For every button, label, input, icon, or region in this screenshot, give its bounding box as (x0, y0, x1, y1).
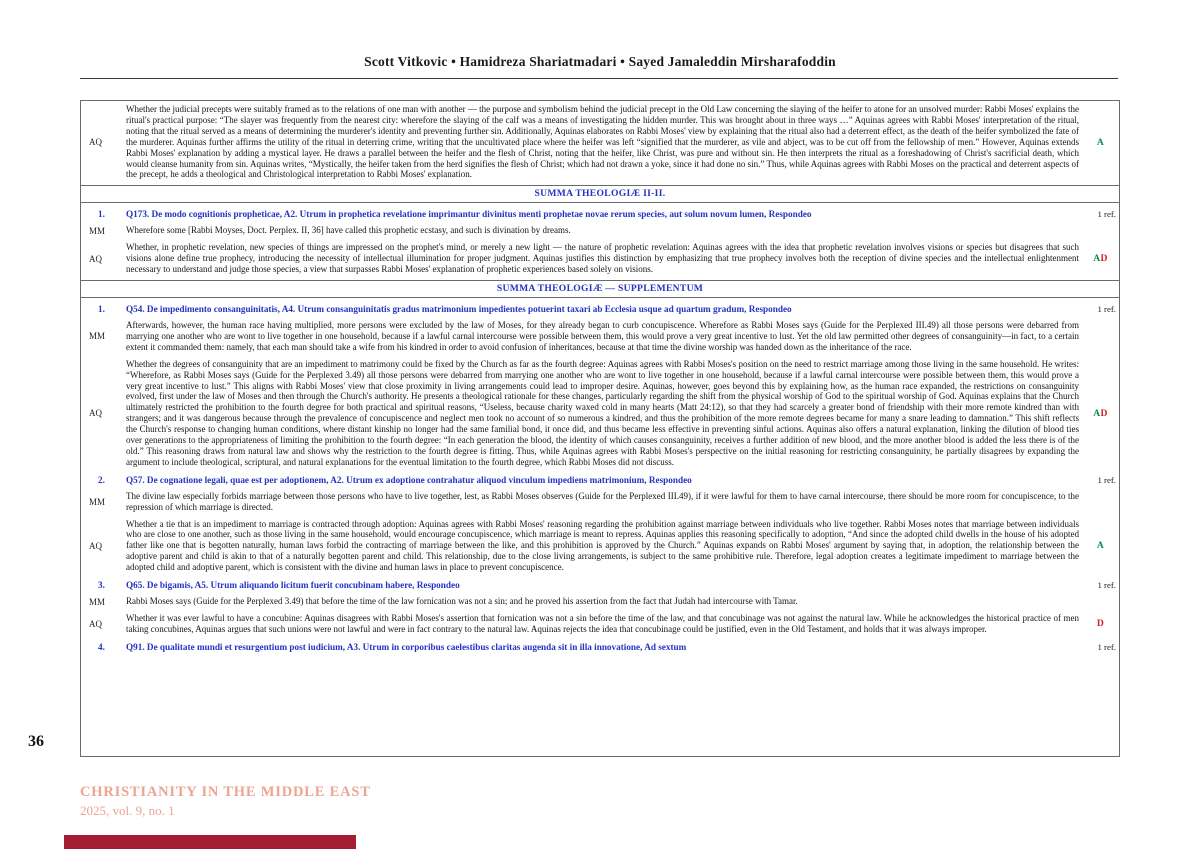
question-number: 4. (98, 641, 105, 652)
question-number: 3. (98, 580, 105, 591)
question-title: Q54. De impedimento consanguinitatis, A4. Utrum consanguinitatis gradus matrimonium impedientes potuerint taxari ab Ecclesia usque ad quartum gradum, Respondeo (126, 303, 792, 314)
mm-commentary-row (81, 593, 1119, 610)
question-number: 2. (98, 474, 105, 485)
source-label: MM (89, 496, 106, 507)
disagreement-mark: D (1100, 253, 1108, 265)
commentary-text: Whether it was ever lawful to have a concubine: Aquinas disagrees with Rabbi Moses's assertion that fornication was not a sin before the time of the law, and that concubinage was not against the natural law. While he acknowledges the historical practice of men taking concubines, Aquinas argues that such unions were not lawful and were in fact contrary to the natural law. Aquinas rejects the idea that concubinage could be justified, even in the Old Testament, and holds that it was always improper. (126, 613, 1079, 634)
question-title: Q65. De bigamis, A5. Utrum aliquando licitum fuerit concubinam habere, Respondeo (126, 580, 460, 591)
question-row (81, 576, 1119, 593)
source-label: MM (89, 596, 106, 607)
source-label: MM (89, 225, 106, 236)
journal-title: CHRISTIANITY IN THE MIDDLE EAST (80, 784, 371, 800)
source-label: AQ (89, 618, 102, 629)
question-row (81, 638, 1119, 655)
mm-commentary-row (81, 488, 1119, 516)
question-number: 1. (98, 209, 105, 220)
source-label: AQ (89, 253, 102, 264)
footer-accent-bar (64, 835, 356, 849)
reference-count: 1 ref. (1097, 641, 1116, 652)
header-rule (80, 78, 1118, 79)
disagreement-mark: D (1096, 618, 1105, 630)
agreement-mark: A (1093, 253, 1101, 265)
source-label: AQ (89, 137, 102, 148)
agreement-mark: A (1096, 540, 1105, 552)
question-number: 1. (98, 303, 105, 314)
question-title: Q57. De cognatione legali, quae est per adoptionem, A2. Utrum ex adoptione contrahatur aliquod vinculum impediens matrimonium, Respondeo (126, 474, 692, 485)
marks-cell (1082, 137, 1119, 148)
question-row (81, 300, 1119, 317)
aq-commentary-row (81, 356, 1119, 471)
marks-cell (1082, 253, 1119, 264)
reference-count: 1 ref. (1097, 209, 1116, 220)
marks-cell (1082, 408, 1119, 419)
aq-commentary-row (81, 610, 1119, 638)
commentary-text: Rabbi Moses says (Guide for the Perplexed 3.49) that before the time of the law fornication was not a sin; and he proved his assertion from the fact that Judah had intercourse with Tamar. (126, 596, 798, 607)
aq-commentary-row (81, 516, 1119, 577)
marks-cell (1082, 618, 1119, 629)
reference-count: 1 ref. (1097, 474, 1116, 485)
question-title: Q173. De modo cognitionis propheticae, A2. Utrum in prophetica revelatione imprimantur divinitus menti prophetae novae rerum species, aut solum novum lumen, Respondeo (126, 209, 812, 220)
commentary-text: Whether the judicial precepts were suitably framed as to the relations of one man with another — the purpose and symbolism behind the judicial precept in the Old Law concerning the slaying of the heifer to atone for an unsolved murder: Rabbi Moses' explains the ritual's practical purpose: “The slayer was frequently from the nearest city: wherefore the slaying of the calf was a means of investigating the hidden murder. This was brought about in three ways …” Aquinas agrees with Rabbi Moses' interpretation of the ritual, noting that the ritual served as a means of determining the murderer's identity and preventing further sin. Additionally, Aquinas elaborates on Rabbi Moses' view by explaining that the ritual also had a deterrent effect, as the death of the heifer symbolized the fate of the murderer. Aquinas further affirms the utility of the ritual in deterring crime, writing that the uncultivated place where the heifer was left “signified that the murderer, as vile and abject, was to be cut off from the fellowship of men.” However, Aquinas extends Rabbi Moses' explanation by adding a mystical layer. He draws a parallel between the heifer and the flesh of Christ, noting that the heifer, like Christ, was pure and without sin. He then interprets the ritual as a foreshadowing of Christ's sacrificial death, which would cleanse humanity from sin. Aquinas writes, “Mystically, the heifer taken from the herd signifies the flesh of Christ; which had not drawn a yoke, since it had done no sin.” Thus, while Aquinas agrees with Rabbi Moses on the practical and deterrent aspects of the precept, he adds a theological and Christological interpretation to Rabbi Moses' explanation. (126, 104, 1079, 180)
page-number: 36 (28, 733, 44, 750)
commentary-text: Whether the degrees of consanguinity that are an impediment to matrimony could be fixed by the Church as far as the fourth degree: Aquinas agrees with Rabbi Moses's position on the need to restrict marriage among those living in the same household. He writes: “Wherefore, as Rabbi Moses says (Guide for the Perplexed 3.49) all those persons were debarred from marrying one another who are wont to live together in one household, because if a lawful carnal intercourse were possible between them, this would prove a very great incentive to lust.” This aligns with Rabbi Moses' view that close proximity in living arrangements could lead to improper desire. Aquinas, however, goes beyond this by explaining how, as the human race expanded, the restrictions on consanguinity evolved, first under the law of Moses and then through the Church's authority. He presents a theological rationale for these changes, particularly regarding the shift from the physical worship of God to the spiritual worship of God. Aquinas explains that the Church ultimately restricted the prohibition to the fourth degree for both practical and spiritual reasons, “Useless, because charity waxed cold in many hearts (Matt 24:12), so that they had scarcely a greater bond of friendship with their more remote kindred than with strangers; and it was dangerous because through the prevalence of concupiscence and neglect men took no account of so numerous a kindred, and thus the prohibition of the more remote degrees became for many a snare leading to damnation.” This shift reflects the Church's response to changing human conditions, where distant kinship no longer had the same familial bond, it once did, and thus became less effective in preventing sinful actions. Aquinas also offers a natural explanation, linking the dilution of blood ties over generations to the appropriateness of limiting the prohibition to the fourth degree: “In each generation the blood, the identity of which causes consanguinity, receives a further addition of new blood, and the more another blood is added the less there is of the old.” This reasoning draws from natural law and shows why the restriction to the fourth degree is fitting. Thus, while Aquinas agrees with Rabbi Moses's perspective on the initial reasoning for restricting consanguinity, he partially disagrees by expanding the argument to include theological, scriptural, and natural explanations for the eventual limitation to the fourth degree, which Rabbi Moses did not discuss. (126, 358, 1079, 467)
disagreement-mark: D (1100, 407, 1108, 419)
commentary-text: Afterwards, however, the human race having multiplied, more persons were excluded by the law of Moses, for they already began to curb concupiscence. Wherefore as Rabbi Moses says (Guide for the Perplexed III.49) all those persons were debarred from marrying one another who are wont to live together in one household, because if a lawful carnal intercourse were possible between them, this would prove a very great incentive to lust. Yet the old law permitted other degrees of consanguinity—in fact, to a certain extent it commanded them: namely, that each man should take a wife from his kindred in order to avoid confusion of inheritances, because at that time the divine worship was handed down as the inheritance of the race. (126, 319, 1079, 352)
section-header-row (81, 280, 1119, 298)
reference-count: 1 ref. (1097, 580, 1116, 591)
section-title: SUMMA THEOLOGIÆ II-II. (534, 188, 666, 200)
marks-cell (1082, 540, 1119, 551)
authors-header: Scott Vitkovic • Hamidreza Shariatmadari • Sayed Jamaleddin Mirsharafoddin (364, 54, 836, 69)
aq-commentary-row (81, 239, 1119, 278)
aq-commentary-row (81, 101, 1119, 183)
source-label: AQ (89, 408, 102, 419)
question-row (81, 471, 1119, 488)
commentary-text: Whether a tie that is an impediment to marriage is contracted through adoption: Aquinas agrees with Rabbi Moses' reasoning regarding the prohibition against marriage between individuals who live together. Rabbi Moses notes that marriage between individuals who are close to one another, such as those living in the same household, would encourage concupiscence, which marriage is meant to repress. Aquinas applies this reasoning specifically to adoption, “And since the adopted child dwells in the house of his adopted father like one that is begotten naturally, human laws forbid the contracting of marriage between the like, and this prohibition is approved by the Church.” Aquinas expands on Rabbi Moses' argument by saying that, in adoption, the relationship between the adoptive parent and child is akin to that of a naturally begotten parent and child. This relationship, due to the close living arrangements, is subject to the same prohibitive rule. Therefore, legal adoption creates a legitimate impediment to marriage between the adopted child and adoptive parent, which is consistent with the divine and human laws in place to prevent concupiscence. (126, 518, 1079, 573)
commentary-text: The divine law especially forbids marriage between those persons who have to live together, lest, as Rabbi Moses observes (Guide for the Perplexed III.49), if it were lawful for them to have carnal intercourse, there should be more room for concupiscence, to the repression of which marriage is directed. (126, 490, 1079, 512)
question-title: Q91. De qualitate mundi et resurgentium post iudicium, A3. Utrum in corporibus caelestibus claritas augenda sit in illa innovatione, Ad sextum (126, 641, 687, 652)
question-row (81, 205, 1119, 222)
commentary-text: Wherefore some [Rabbi Moyses, Doct. Perplex. II, 36] have called this prophetic ecstasy, and such is divination by dreams. (126, 225, 571, 236)
commentary-text: Whether, in prophetic revelation, new species of things are impressed on the prophet's mind, or merely a new light — the nature of prophetic revelation: Aquinas agrees with the idea that prophetic revelation involves visions or species but disagrees that such visions alone define true prophecy, introducing the necessity of intellectual illumination for proper judgment. Aquinas justifies this distinction by emphasizing that true prophecy involves both the reception of divine species and the intellectual enlightenment necessary to understand and judge those species, a view that surpasses Rabbi Moses' explanation of prophetic experiences based solely on visions. (126, 242, 1079, 275)
reference-count: 1 ref. (1097, 303, 1116, 314)
agreement-mark: A (1096, 136, 1105, 148)
agreement-mark: A (1093, 407, 1101, 419)
journal-issue: 2025, vol. 9, no. 1 (80, 803, 175, 818)
mm-commentary-row (81, 317, 1119, 356)
section-title: SUMMA THEOLOGIÆ — SUPPLEMENTUM (496, 282, 704, 294)
section-header-row (81, 185, 1119, 203)
source-label: AQ (89, 540, 102, 551)
mm-commentary-row (81, 222, 1119, 239)
source-label: MM (89, 331, 106, 342)
index-table (80, 100, 1120, 757)
